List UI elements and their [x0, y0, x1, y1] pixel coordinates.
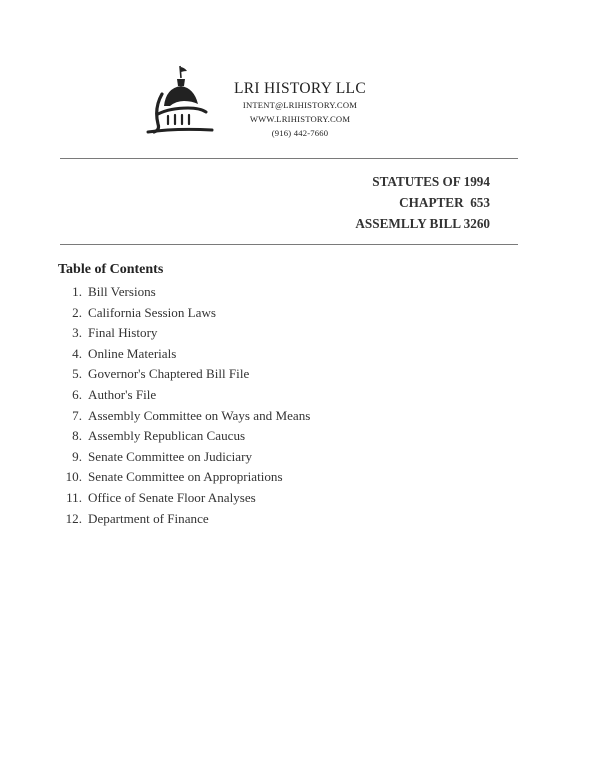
company-email[interactable]: INTENT@LRIHISTORY.COM — [242, 100, 358, 110]
toc-item[interactable] — [58, 511, 310, 532]
toc-item-number: 7. — [72, 407, 82, 423]
toc-item-number: 8. — [72, 428, 82, 444]
toc-item-label: Final History — [88, 325, 158, 341]
toc-item-number: 11. — [66, 489, 82, 505]
toc-item-number: 5. — [72, 366, 82, 382]
toc-title: Table of Contents — [58, 262, 164, 277]
statute-divider — [60, 244, 518, 245]
toc-item[interactable] — [58, 366, 310, 387]
toc-item[interactable] — [58, 490, 310, 511]
toc-item-label: California Session Laws — [88, 304, 217, 320]
toc-item-number: 1. — [72, 284, 82, 299]
company-header — [220, 80, 380, 140]
statute-year: STATUTES OF 1994 — [372, 174, 490, 189]
company-phone: (916) 442-7660 — [271, 128, 329, 138]
toc-item-number: 12. — [65, 510, 82, 526]
statute-bill: ASSEMLLY BILL 3260 — [355, 216, 490, 231]
capitol-dome-icon — [140, 64, 216, 138]
toc-item[interactable] — [58, 284, 310, 305]
toc-item[interactable] — [58, 428, 310, 449]
statute-block — [355, 171, 490, 234]
toc-item-label: Governor's Chaptered Bill File — [88, 366, 250, 382]
toc-item[interactable] — [58, 346, 310, 367]
toc-item-number: 4. — [72, 345, 82, 361]
toc-item-number: 9. — [72, 448, 82, 464]
company-name: LRI HISTORY LLC — [234, 80, 366, 97]
toc-item[interactable] — [58, 408, 310, 429]
toc-item-label: Author's File — [88, 386, 157, 402]
header-divider — [60, 158, 518, 159]
toc-item-number: 3. — [72, 325, 82, 341]
toc-item-label: Department of Finance — [88, 510, 209, 526]
toc-item-label: Online Materials — [88, 345, 177, 361]
statute-chapter: CHAPTER 653 — [399, 195, 490, 210]
toc-item-number: 6. — [72, 386, 82, 402]
toc-item[interactable] — [58, 325, 310, 346]
toc-item-number: 10. — [65, 469, 82, 485]
toc-item[interactable] — [58, 449, 310, 470]
toc-item-number: 2. — [72, 304, 82, 320]
company-website[interactable]: WWW.LRIHISTORY.COM — [249, 114, 351, 124]
toc-item[interactable] — [58, 305, 310, 326]
toc-item-label: Office of Senate Floor Analyses — [88, 489, 256, 505]
toc-list — [58, 284, 310, 531]
toc-item-label: Senate Committee on Appropriations — [88, 469, 283, 485]
toc-item[interactable] — [58, 469, 310, 490]
toc-item[interactable] — [58, 387, 310, 408]
toc-item-label: Assembly Committee on Ways and Means — [88, 407, 311, 423]
toc-item-label: Assembly Republican Caucus — [88, 428, 246, 444]
toc-item-label: Senate Committee on Judiciary — [88, 448, 252, 464]
toc-item-label: Bill Versions — [88, 284, 156, 299]
